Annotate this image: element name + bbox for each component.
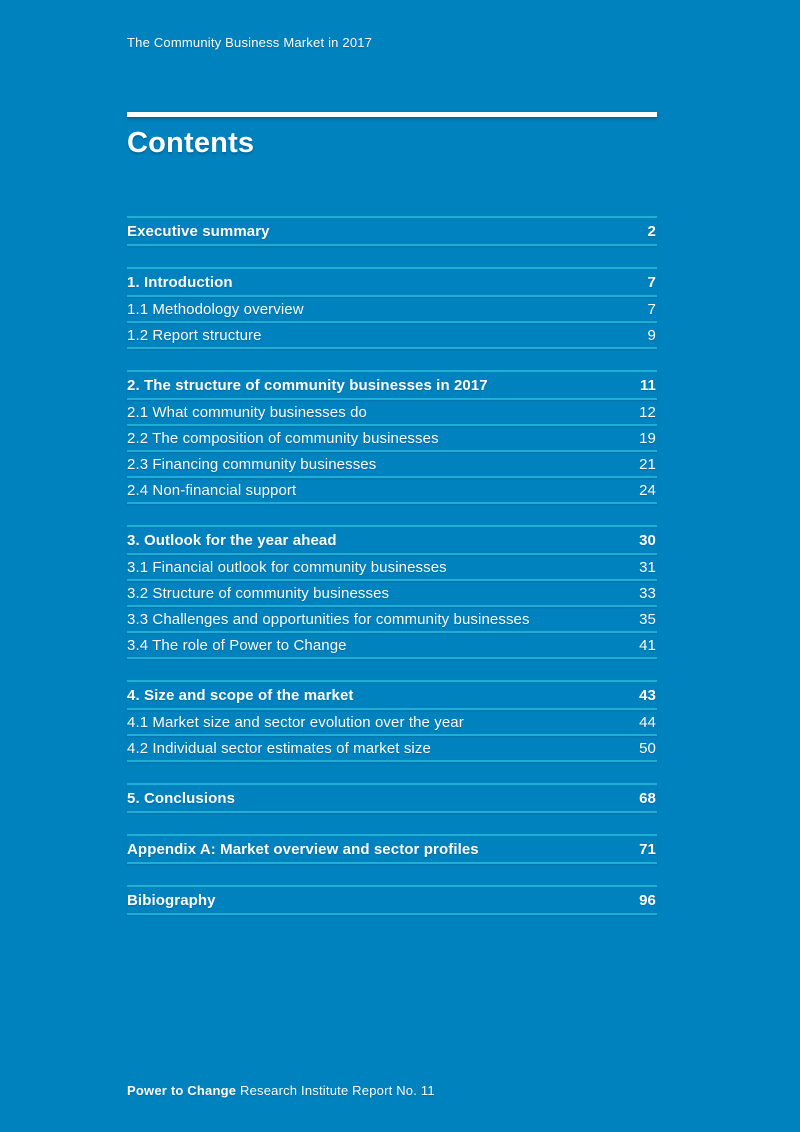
toc-entry[interactable] bbox=[127, 372, 657, 400]
footer-text: Research Institute Report No. 11 bbox=[236, 1083, 435, 1098]
toc-entry-page-number: 11 bbox=[639, 377, 656, 394]
toc-entry-label: Appendix A: Market overview and sector profiles bbox=[127, 841, 479, 858]
toc-entry-page-number: 35 bbox=[639, 611, 656, 628]
toc-entry-label: 3.1 Financial outlook for community businesses bbox=[127, 559, 447, 576]
toc-entry-label: 3.4 The role of Power to Change bbox=[127, 637, 347, 654]
toc-entry-page-number: 19 bbox=[639, 430, 656, 447]
toc-entry-label: 4.1 Market size and sector evolution over the year bbox=[127, 714, 464, 731]
toc-entry-page-number: 12 bbox=[639, 404, 656, 421]
toc-entry-label: 1.2 Report structure bbox=[127, 327, 262, 344]
toc-entry-page-number: 30 bbox=[639, 532, 656, 549]
table-of-contents bbox=[127, 216, 657, 915]
toc-entry-label: 1. Introduction bbox=[127, 274, 233, 291]
page-title: Contents bbox=[127, 127, 255, 159]
toc-entry[interactable] bbox=[127, 218, 657, 246]
toc-entry[interactable] bbox=[127, 887, 657, 915]
toc-entry[interactable] bbox=[127, 269, 657, 297]
toc-entry[interactable] bbox=[127, 633, 657, 659]
toc-section bbox=[127, 680, 657, 762]
toc-entry-page-number: 31 bbox=[639, 559, 656, 576]
toc-entry[interactable] bbox=[127, 527, 657, 555]
toc-entry-label: 3.2 Structure of community businesses bbox=[127, 585, 390, 602]
toc-entry-label: 1.1 Methodology overview bbox=[127, 301, 304, 318]
toc-section bbox=[127, 216, 657, 246]
footer-brand: Power to Change bbox=[127, 1083, 237, 1098]
toc-entry-page-number: 21 bbox=[639, 456, 656, 473]
page-content bbox=[127, 0, 657, 915]
toc-entry-page-number: 71 bbox=[639, 841, 656, 858]
toc-section bbox=[127, 370, 657, 504]
toc-entry-page-number: 50 bbox=[639, 740, 656, 757]
toc-entry-page-number: 7 bbox=[647, 301, 656, 318]
toc-entry-page-number: 96 bbox=[639, 892, 656, 909]
toc-entry-page-number: 43 bbox=[639, 687, 656, 704]
toc-entry-label: 3.3 Challenges and opportunities for community businesses bbox=[127, 611, 530, 628]
toc-entry-label: 3. Outlook for the year ahead bbox=[127, 532, 337, 549]
toc-entry[interactable] bbox=[127, 478, 657, 504]
toc-entry-label: Bibiography bbox=[127, 892, 216, 909]
toc-entry-page-number: 33 bbox=[639, 585, 656, 602]
toc-entry-page-number: 41 bbox=[639, 637, 656, 654]
toc-section bbox=[127, 834, 657, 864]
toc-section bbox=[127, 885, 657, 915]
toc-section bbox=[127, 525, 657, 659]
toc-entry[interactable] bbox=[127, 785, 657, 813]
toc-entry-label: 2.4 Non-financial support bbox=[127, 482, 297, 499]
footer bbox=[127, 1084, 435, 1097]
toc-entry-page-number: 7 bbox=[647, 274, 656, 291]
toc-entry[interactable] bbox=[127, 400, 657, 426]
toc-entry-label: 4.2 Individual sector estimates of market size bbox=[127, 740, 431, 757]
toc-entry[interactable] bbox=[127, 581, 657, 607]
toc-section bbox=[127, 783, 657, 813]
toc-entry-label: Executive summary bbox=[127, 223, 270, 240]
toc-entry[interactable] bbox=[127, 426, 657, 452]
toc-entry-page-number: 2 bbox=[647, 223, 656, 240]
toc-section bbox=[127, 267, 657, 349]
toc-entry[interactable] bbox=[127, 323, 657, 349]
toc-entry[interactable] bbox=[127, 607, 657, 633]
toc-entry[interactable] bbox=[127, 836, 657, 864]
toc-entry-label: 2.1 What community businesses do bbox=[127, 404, 367, 421]
toc-entry-page-number: 24 bbox=[639, 482, 656, 499]
toc-entry[interactable] bbox=[127, 682, 657, 710]
toc-entry-page-number: 68 bbox=[639, 790, 656, 807]
toc-entry[interactable] bbox=[127, 555, 657, 581]
toc-entry-page-number: 44 bbox=[639, 714, 656, 731]
title-rule bbox=[127, 112, 657, 117]
toc-entry-label: 5. Conclusions bbox=[127, 790, 236, 807]
toc-entry-page-number: 9 bbox=[647, 327, 656, 344]
toc-entry[interactable] bbox=[127, 710, 657, 736]
toc-entry[interactable] bbox=[127, 736, 657, 762]
toc-entry-label: 2.3 Financing community businesses bbox=[127, 456, 377, 473]
toc-entry[interactable] bbox=[127, 452, 657, 478]
toc-entry-label: 4. Size and scope of the market bbox=[127, 687, 354, 704]
toc-entry[interactable] bbox=[127, 297, 657, 323]
toc-entry-label: 2. The structure of community businesses in 2017 bbox=[127, 377, 488, 394]
running-title: The Community Business Market in 2017 bbox=[127, 35, 373, 50]
toc-entry-label: 2.2 The composition of community businesses bbox=[127, 430, 439, 447]
